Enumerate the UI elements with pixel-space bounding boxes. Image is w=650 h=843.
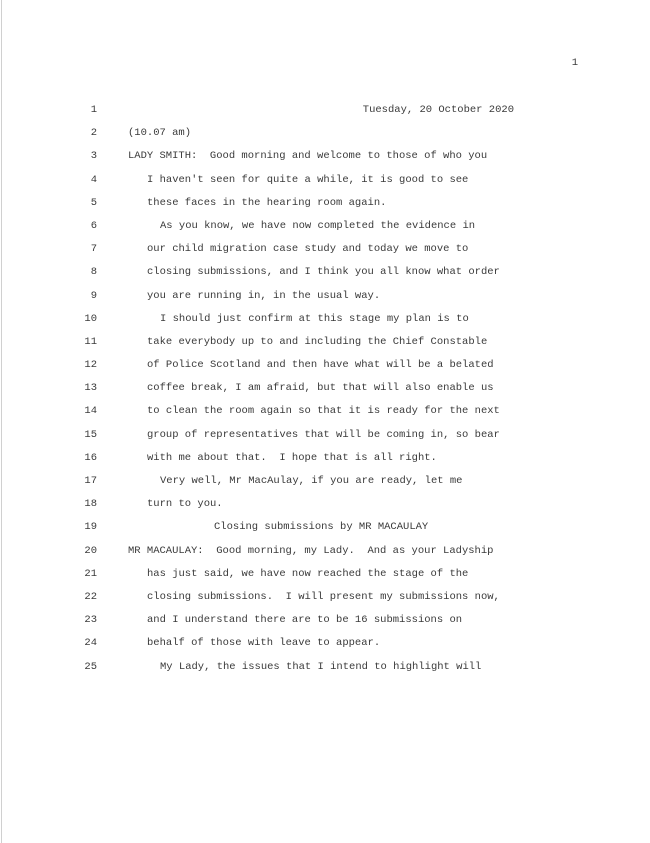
line-number: 22 bbox=[84, 590, 97, 603]
transcript-line bbox=[0, 99, 650, 122]
line-text: Closing submissions by MR MACAULAY bbox=[214, 521, 429, 534]
line-text: group of representatives that will be coming in, so bear bbox=[147, 428, 500, 441]
line-number: 25 bbox=[84, 660, 97, 673]
line-text: with me about that. I hope that is all right. bbox=[147, 451, 437, 464]
transcript-line bbox=[0, 192, 650, 215]
line-number: 6 bbox=[90, 219, 97, 232]
transcript-line bbox=[0, 493, 650, 516]
transcript-line bbox=[0, 516, 650, 539]
line-number: 16 bbox=[84, 451, 97, 464]
page-number: 1 bbox=[571, 57, 578, 69]
line-number: 20 bbox=[84, 544, 97, 557]
line-text: I should just confirm at this stage my plan is to bbox=[160, 312, 469, 325]
line-text: As you know, we have now completed the evidence in bbox=[160, 219, 476, 232]
line-number: 8 bbox=[90, 266, 97, 279]
transcript-line bbox=[0, 145, 650, 168]
line-text: closing submissions, and I think you all know what order bbox=[147, 266, 500, 279]
transcript-line bbox=[0, 447, 650, 470]
line-number: 2 bbox=[90, 127, 97, 140]
line-number: 23 bbox=[84, 614, 97, 627]
transcript-line bbox=[0, 354, 650, 377]
line-text: to clean the room again so that it is ready for the next bbox=[147, 405, 500, 418]
transcript-line bbox=[0, 377, 650, 400]
line-text: these faces in the hearing room again. bbox=[147, 196, 387, 209]
line-number: 3 bbox=[90, 150, 97, 163]
line-text: Tuesday, 20 October 2020 bbox=[362, 104, 514, 116]
transcript-line bbox=[0, 632, 650, 655]
line-text: behalf of those with leave to appear. bbox=[147, 637, 381, 650]
line-text: I haven't seen for quite a while, it is good to see bbox=[147, 173, 469, 186]
transcript-line bbox=[0, 424, 650, 447]
line-text: you are running in, in the usual way. bbox=[147, 289, 381, 302]
transcript-line bbox=[0, 586, 650, 609]
line-number: 24 bbox=[84, 637, 97, 650]
line-text: turn to you. bbox=[147, 498, 223, 511]
line-number: 15 bbox=[84, 428, 97, 441]
transcript-line bbox=[0, 470, 650, 493]
transcript-body bbox=[0, 99, 650, 679]
line-number: 5 bbox=[90, 196, 97, 209]
line-text: has just said, we have now reached the stage of the bbox=[147, 567, 469, 580]
line-number: 13 bbox=[84, 382, 97, 395]
line-text: Very well, Mr MacAulay, if you are ready, let me bbox=[160, 475, 463, 487]
line-text: closing submissions. I will present my submissions now, bbox=[147, 590, 500, 603]
line-number: 17 bbox=[84, 475, 97, 487]
line-number: 14 bbox=[84, 405, 97, 418]
transcript-line bbox=[0, 169, 650, 192]
line-text: and I understand there are to be 16 submissions on bbox=[147, 614, 463, 627]
line-number: 12 bbox=[84, 359, 97, 372]
transcript-line bbox=[0, 238, 650, 261]
transcript-line bbox=[0, 122, 650, 145]
line-number: 10 bbox=[84, 312, 97, 325]
line-number: 7 bbox=[90, 243, 97, 256]
line-text: of Police Scotland and then have what will be a belated bbox=[147, 359, 494, 372]
line-number: 1 bbox=[90, 104, 97, 116]
line-number: 9 bbox=[90, 289, 97, 302]
transcript-line bbox=[0, 540, 650, 563]
line-text: LADY SMITH: Good morning and welcome to those of who you bbox=[128, 150, 488, 163]
line-text: (10.07 am) bbox=[128, 127, 192, 140]
line-number: 21 bbox=[84, 567, 97, 580]
transcript-line bbox=[0, 331, 650, 354]
transcript-line bbox=[0, 656, 650, 679]
line-text: our child migration case study and today we move to bbox=[147, 243, 469, 256]
line-text: coffee break, I am afraid, but that will also enable us bbox=[147, 382, 494, 395]
transcript-line bbox=[0, 400, 650, 423]
line-text: take everybody up to and including the Chief Constable bbox=[147, 335, 488, 348]
transcript-line bbox=[0, 261, 650, 284]
line-text: MR MACAULAY: Good morning, my Lady. And as your Ladyship bbox=[128, 544, 494, 557]
line-number: 4 bbox=[90, 173, 97, 186]
line-number: 18 bbox=[84, 498, 97, 511]
line-text: My Lady, the issues that I intend to highlight will bbox=[160, 660, 482, 673]
transcript-line bbox=[0, 563, 650, 586]
transcript-line bbox=[0, 308, 650, 331]
transcript-line bbox=[0, 609, 650, 632]
line-number: 19 bbox=[84, 521, 97, 534]
transcript-line bbox=[0, 285, 650, 308]
transcript-line bbox=[0, 215, 650, 238]
line-number: 11 bbox=[84, 335, 97, 348]
